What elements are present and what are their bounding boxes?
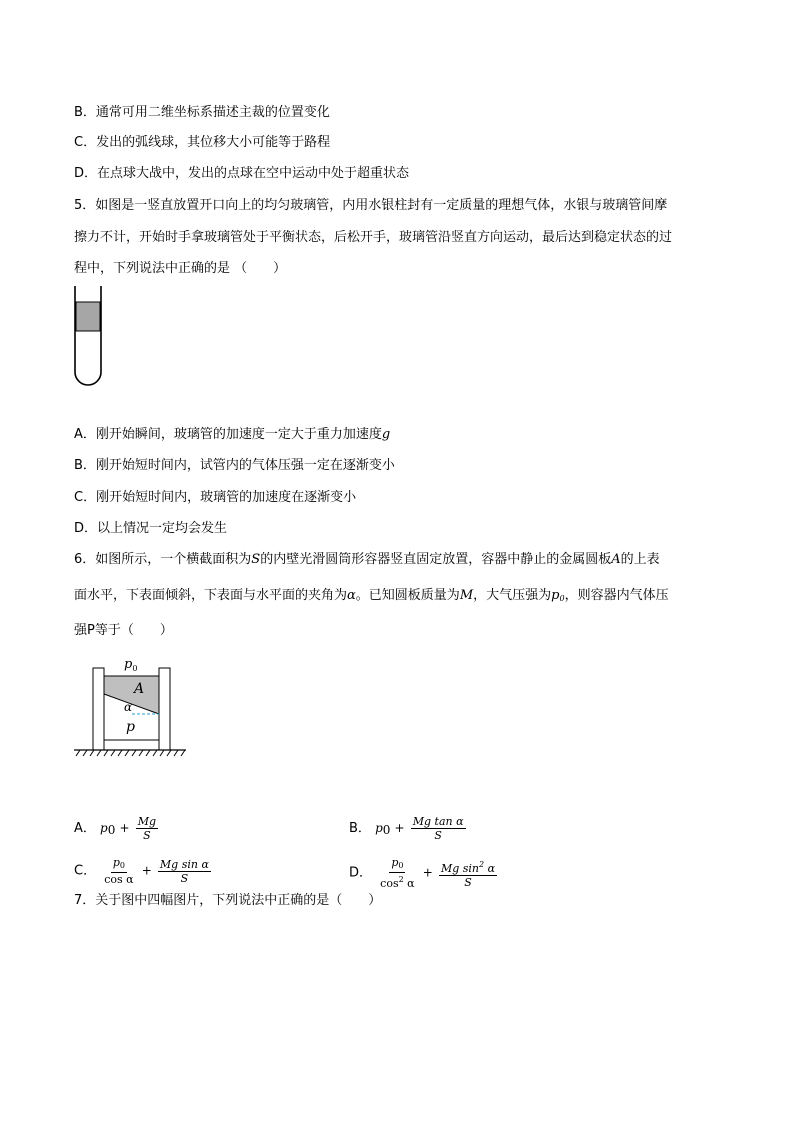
q5-option-c: C．刚开始短时间内，玻璃管的加速度在逐渐变小 — [74, 490, 357, 505]
q6-option-d: D． $\frac{p_0}{\cos^2 \alpha}$ + $\frac{Mg \sin^2 \alpha}{S}$ — [349, 856, 496, 890]
q5-stem-line2: 擦力不计，开始时手拿玻璃管处于平衡状态，后松开手，玻璃管沿竖直方向运动，最后达到稳定状态的过 — [74, 230, 673, 245]
ground-hatching — [76, 750, 185, 756]
label-p: p — [126, 719, 135, 735]
label-alpha: α — [124, 700, 133, 714]
q6-container-figure — [70, 652, 190, 764]
q5-option-a: A．刚开始瞬间，玻璃管的加速度一定大于重力加速度g — [74, 427, 391, 442]
q6-option-b: B． p0 + $\frac{\text{Mg tan α}}{S}$ — [349, 815, 464, 842]
q4-option-b: B．通常可用二维坐标系描述主裁的位置变化 — [74, 105, 330, 120]
q4-option-c: C．发出的弧线球，其位移大小可能等于路程 — [74, 135, 331, 150]
tube-outline — [75, 286, 101, 385]
q6-stem-line2: 面水平，下表面倾斜，下表面与水平面的夹角为α。已知圆板质量为M，大气压强为$p_0$，则容器内气体压 — [74, 588, 669, 603]
q4-option-d: D．在点球大战中，发出的点球在空中运动中处于超重状态 — [74, 166, 410, 181]
q5-glass-tube-figure — [70, 284, 110, 388]
q6-option-c: C． $\frac{p_0}{\text{cos α}}$ + $\frac{\text{Mg sin α}}{S}$ — [74, 856, 209, 886]
q5-stem-line3: 程中，下列说法中正确的是 （ ） — [74, 261, 287, 276]
q5-stem-line1: 5．如图是一竖直放置开口向上的均匀玻璃管，内用水银柱封有一定质量的理想气体，水银与玻璃管间摩 — [74, 198, 668, 213]
container-left-wall — [93, 668, 104, 750]
q6-stem-line1: 6．如图所示，一个横截面积为S的内壁光滑圆筒形容器竖直固定放置，容器中静止的金属圆板A的上表 — [74, 552, 660, 567]
container-right-wall — [159, 668, 170, 750]
label-p0: $p_0$ — [124, 657, 138, 673]
mercury-column — [76, 302, 100, 331]
q7-stem: 7．关于图中四幅图片，下列说法中正确的是（ ） — [74, 893, 382, 908]
label-a: A — [134, 681, 145, 697]
q5-option-b: B．刚开始短时间内，试管内的气体压强一定在逐渐变小 — [74, 458, 395, 473]
q5-option-d: D．以上情况一定均会发生 — [74, 521, 228, 536]
q6-option-a: A． p0 + $\frac{Mg}{S}$ — [74, 815, 157, 842]
q6-stem-line3: 强P等于（ ） — [74, 623, 173, 638]
